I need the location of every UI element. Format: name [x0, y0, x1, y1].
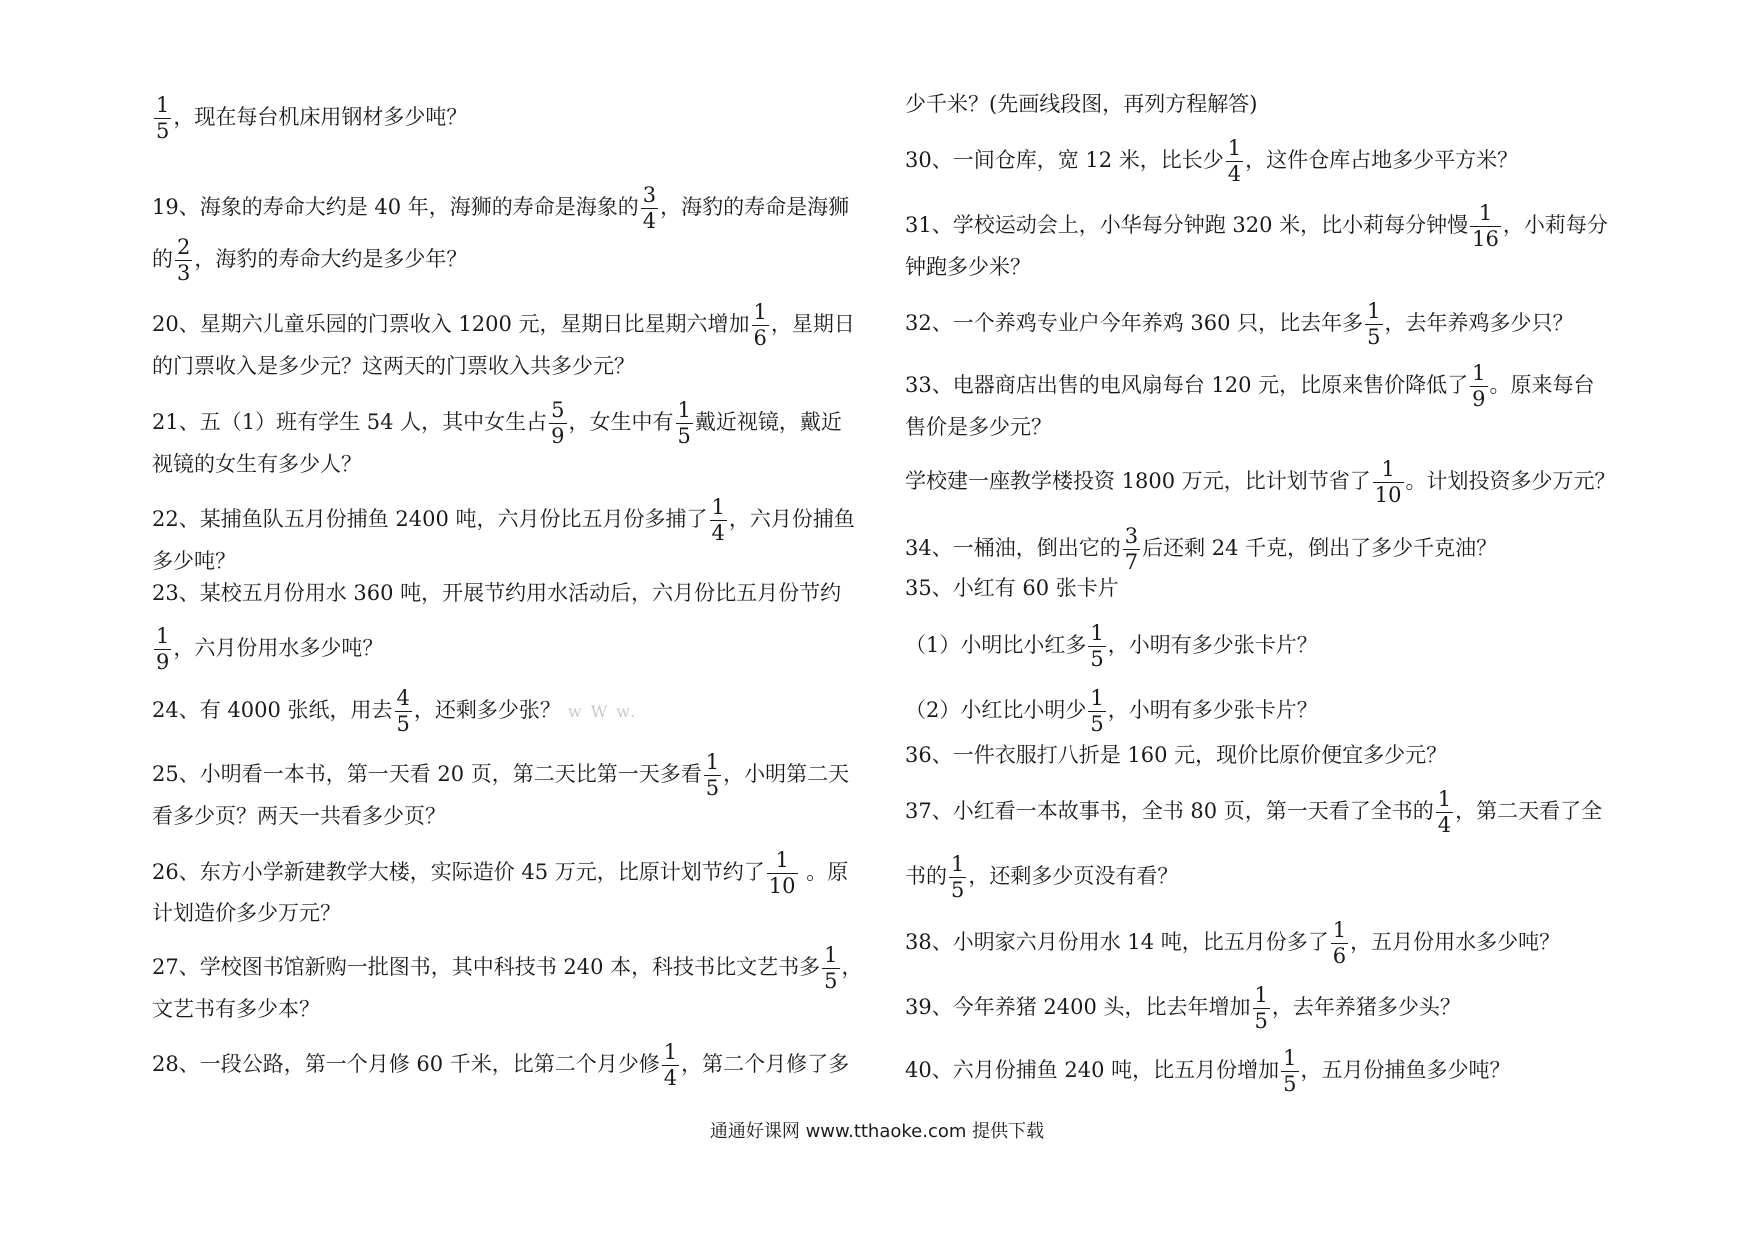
problem-text: 40、六月份捕鱼 240 吨，比五月份增加 [905, 1058, 1280, 1082]
fraction [1088, 623, 1105, 670]
problem-text: 后还剩 24 千克，倒出了多少千克油？ [1142, 536, 1498, 560]
problem-text: 看多少页？两天一共看多少页？ [152, 804, 446, 828]
problem-text: 售价是多少元？ [905, 415, 1052, 439]
problem-text: ，小明有多少张卡片？ [1107, 698, 1318, 722]
fraction-numerator: 3 [1124, 524, 1139, 548]
problem-text: 34、一桶油，倒出它的 [905, 536, 1121, 560]
fraction-denominator: 6 [1332, 944, 1347, 968]
fraction [1281, 1048, 1298, 1095]
problem-text: ，星期日 [770, 312, 855, 336]
fraction-numerator: 1 [1090, 686, 1104, 710]
problem-text: 27、学校图书馆新购一批图书，其中科技书 240 本，科技书比文艺书多 [152, 955, 821, 979]
fraction [1088, 688, 1105, 735]
fraction-numerator: 1 [753, 300, 767, 324]
problem-line [905, 136, 1519, 186]
fraction-denominator: 5 [1090, 712, 1104, 736]
fraction [1436, 789, 1453, 836]
fraction-denominator: 6 [753, 326, 767, 350]
fraction-numerator: 1 [824, 943, 838, 967]
fraction [676, 400, 693, 447]
problem-line [905, 299, 1574, 349]
fraction-denominator: 4 [711, 521, 725, 545]
problem-text: ，小明有多少张卡片？ [1107, 633, 1318, 657]
problem-text: ，小莉每分 [1502, 213, 1608, 237]
fraction [549, 400, 566, 447]
problem-text: ，现在每台机床用钢材多少吨？ [173, 105, 468, 129]
problem-line [905, 852, 1179, 902]
fraction-denominator: 5 [1254, 1009, 1268, 1033]
fraction-denominator: 7 [1124, 550, 1139, 574]
fraction [154, 626, 171, 673]
problem-text: 19、海象的寿命大约是 40 年，海狮的寿命是海象的 [152, 195, 639, 219]
problem-line [152, 686, 638, 736]
problem-text: 24、有 4000 张纸，用去 [152, 698, 393, 722]
problem-text: ，去年养猪多少头？ [1271, 995, 1461, 1019]
fraction-numerator: 1 [1283, 1046, 1297, 1070]
fraction-denominator: 3 [177, 261, 191, 285]
problem-text: 33、电器商店出售的电风扇每台 120 元，比原来售价降低了 [905, 373, 1469, 397]
fraction-numerator: 1 [1373, 459, 1404, 483]
fraction-numerator: 1 [663, 1040, 678, 1064]
fraction-denominator: 5 [1367, 325, 1381, 349]
fraction-numerator: 1 [711, 495, 725, 519]
problem-line [905, 201, 1608, 251]
problem-line [152, 235, 468, 285]
fraction-numerator: 1 [156, 93, 170, 117]
problem-text: 35、小红有 60 张卡片 [905, 576, 1119, 600]
fraction-denominator: 5 [1283, 1072, 1297, 1096]
fraction-denominator: 10 [1374, 483, 1402, 507]
fraction-numerator: 1 [1332, 918, 1347, 942]
problem-text: 计划造价多少万元？ [152, 901, 341, 925]
problem-line [152, 398, 842, 448]
fraction-denominator: 5 [156, 119, 170, 143]
fraction-numerator: 2 [177, 235, 191, 259]
problem-text: 26、东方小学新建教学大楼，实际造价 45 万元，比原计划节约了 [152, 860, 765, 884]
fraction-numerator: 1 [156, 624, 170, 648]
problem-text: 25、小明看一本书，第一天看 20 页，第二天比第一天多看 [152, 762, 702, 786]
fraction-denominator: 9 [1472, 387, 1486, 411]
problem-text: （2）小红比小明少 [905, 698, 1087, 722]
problem-line [905, 361, 1595, 411]
fraction-numerator: 1 [951, 852, 965, 876]
problem-line [152, 300, 855, 350]
problem-line [152, 546, 236, 576]
problem-text: 21、五（1）班有学生 54 人，其中女生占 [152, 410, 548, 434]
fraction [949, 854, 966, 901]
fraction [641, 185, 658, 232]
fraction-denominator: 5 [396, 712, 410, 736]
problem-text: ，这件仓库占地多少平方米？ [1245, 148, 1519, 172]
fraction [1470, 363, 1487, 410]
problem-line [152, 495, 855, 545]
fraction-denominator: 9 [551, 424, 565, 448]
fraction-numerator: 1 [1437, 787, 1452, 811]
problem-line [905, 412, 1052, 442]
fraction-numerator: 1 [767, 850, 798, 874]
problem-text: 戴近视镜，戴近 [694, 410, 842, 434]
problem-line [152, 624, 384, 674]
problem-line [905, 1046, 1511, 1096]
problem-line [152, 1040, 850, 1090]
problem-line [905, 89, 1257, 119]
problem-line [152, 801, 446, 831]
fraction [395, 688, 412, 735]
fraction-numerator: 1 [1470, 203, 1501, 227]
problem-text: 。原来每台 [1489, 373, 1595, 397]
problem-text: 38、小明家六月份用水 14 吨，比五月份多了 [905, 930, 1329, 954]
problem-line [152, 848, 849, 898]
problem-text: 39、今年养猪 2400 头，比去年增加 [905, 995, 1251, 1019]
problem-text: 的门票收入是多少元？这两天的门票收入共多少元？ [152, 354, 635, 378]
fraction [822, 945, 839, 992]
fraction [1470, 203, 1501, 250]
problem-text: （1）小明比小红多 [905, 633, 1087, 657]
problem-line [905, 918, 1561, 968]
problem-text: 多少吨？ [152, 549, 236, 573]
fraction-denominator: 4 [663, 1066, 678, 1090]
fraction [767, 850, 798, 897]
problem-text: 32、一个养鸡专业户今年养鸡 360 只，比去年多 [905, 311, 1364, 335]
problem-text: 37、小红看一本故事书，全书 80 页，第一天看了全书的 [905, 799, 1434, 823]
problem-line [905, 983, 1461, 1033]
fraction [1226, 138, 1243, 185]
fraction [662, 1042, 679, 1089]
problem-text: ，第二个月修了多 [681, 1052, 850, 1076]
fraction-denominator: 5 [951, 878, 965, 902]
problem-text: ，六月份捕鱼 [728, 507, 855, 531]
problem-text: ，五月份用水多少吨？ [1350, 930, 1561, 954]
fraction [175, 237, 192, 284]
problem-text: ， [841, 955, 863, 979]
fraction-numerator: 1 [1472, 361, 1486, 385]
fraction-denominator: 9 [156, 650, 170, 674]
problem-line [152, 449, 362, 479]
fraction-numerator: 1 [1254, 983, 1268, 1007]
problem-text: 23、某校五月份用水 360 吨，开展节约用水活动后，六月份比五月份节约 [152, 581, 842, 605]
page-footer: 通通好课网 www.tthaoke.com 提供下载 [709, 1121, 1045, 1142]
fraction [1365, 301, 1382, 348]
problem-line [905, 524, 1498, 574]
watermark-text: w W w. [560, 702, 638, 721]
problem-line [905, 686, 1318, 736]
fraction-denominator: 4 [1437, 813, 1452, 837]
problem-text: ，还剩多少张？ [413, 698, 561, 722]
problem-line [152, 351, 635, 381]
problem-text: 20、星期六儿童乐园的门票收入 1200 元，星期日比星期六增加 [152, 312, 750, 336]
fraction-denominator: 5 [824, 969, 838, 993]
problem-text: 。计划投资多少万元？ [1405, 469, 1616, 493]
problem-line [152, 578, 841, 608]
problem-text: 学校建一座教学楼投资 1800 万元，比计划节省了 [905, 469, 1371, 493]
problem-line [152, 93, 468, 143]
problem-line [152, 994, 320, 1024]
problem-text: ，还剩多少页没有看？ [968, 864, 1179, 888]
fraction [704, 752, 721, 799]
problem-text: ，海豹的寿命是海狮 [660, 195, 850, 219]
fraction-numerator: 4 [396, 686, 410, 710]
problem-text: ，小明第二天 [723, 762, 850, 786]
fraction-denominator: 4 [1227, 162, 1242, 186]
fraction-denominator: 4 [642, 209, 657, 233]
problem-text: 28、一段公路，第一个月修 60 千米，比第二个月少修 [152, 1052, 660, 1076]
problem-text: ，女生中有 [568, 410, 674, 434]
fraction-numerator: 3 [642, 183, 657, 207]
problem-text: 书的 [905, 864, 947, 888]
problem-text: ，第二天看了全 [1455, 799, 1603, 823]
problem-text: 钟跑多少米？ [905, 255, 1031, 279]
fraction-numerator: 1 [677, 398, 691, 422]
problem-text: 文艺书有多少本？ [152, 997, 320, 1021]
problem-text: 少千米？(先画线段图，再列方程解答) [905, 92, 1258, 116]
problem-text: ，五月份捕鱼多少吨？ [1300, 1058, 1511, 1082]
fraction-denominator: 5 [677, 424, 691, 448]
problem-text: ，海豹的寿命大约是多少年？ [194, 247, 468, 271]
problem-text: 31、学校运动会上，小华每分钟跑 320 米，比小莉每分钟慢 [905, 213, 1469, 237]
fraction-denominator: 5 [1090, 647, 1104, 671]
fraction [1123, 526, 1140, 573]
problem-text: ，六月份用水多少吨？ [173, 636, 384, 660]
problem-text: 22、某捕鱼队五月份捕鱼 2400 吨，六月份比五月份多捕了 [152, 507, 708, 531]
fraction-numerator: 1 [1090, 621, 1104, 645]
fraction [1253, 985, 1270, 1032]
problem-line [905, 621, 1318, 671]
fraction [1373, 459, 1404, 506]
fraction [710, 497, 727, 544]
problem-line [905, 252, 1031, 282]
fraction [752, 302, 769, 349]
fraction-denominator: 16 [1472, 227, 1499, 251]
problem-line [152, 943, 863, 993]
problem-text: ，去年养鸡多少只？ [1384, 311, 1574, 335]
fraction-denominator: 10 [768, 874, 796, 898]
problem-text: 30、一间仓库，宽 12 米，比长少 [905, 148, 1224, 172]
fraction-numerator: 1 [705, 750, 720, 774]
fraction [1331, 920, 1348, 967]
problem-line [905, 573, 1119, 603]
problem-line [905, 787, 1603, 837]
problem-line [152, 898, 341, 928]
problem-line [152, 750, 850, 800]
problem-text: 的 [152, 247, 173, 271]
problem-line [152, 183, 850, 233]
fraction-denominator: 5 [705, 776, 720, 800]
problem-text: 。原 [799, 860, 849, 884]
problem-line [905, 740, 1447, 770]
fraction-numerator: 1 [1227, 136, 1242, 160]
problem-text: 视镜的女生有多少人？ [152, 452, 362, 476]
fraction [154, 95, 171, 142]
problem-line [905, 457, 1616, 507]
fraction-numerator: 5 [551, 398, 565, 422]
fraction-numerator: 1 [1367, 299, 1381, 323]
problem-text: 36、一件衣服打八折是 160 元，现价比原价便宜多少元？ [905, 743, 1448, 767]
